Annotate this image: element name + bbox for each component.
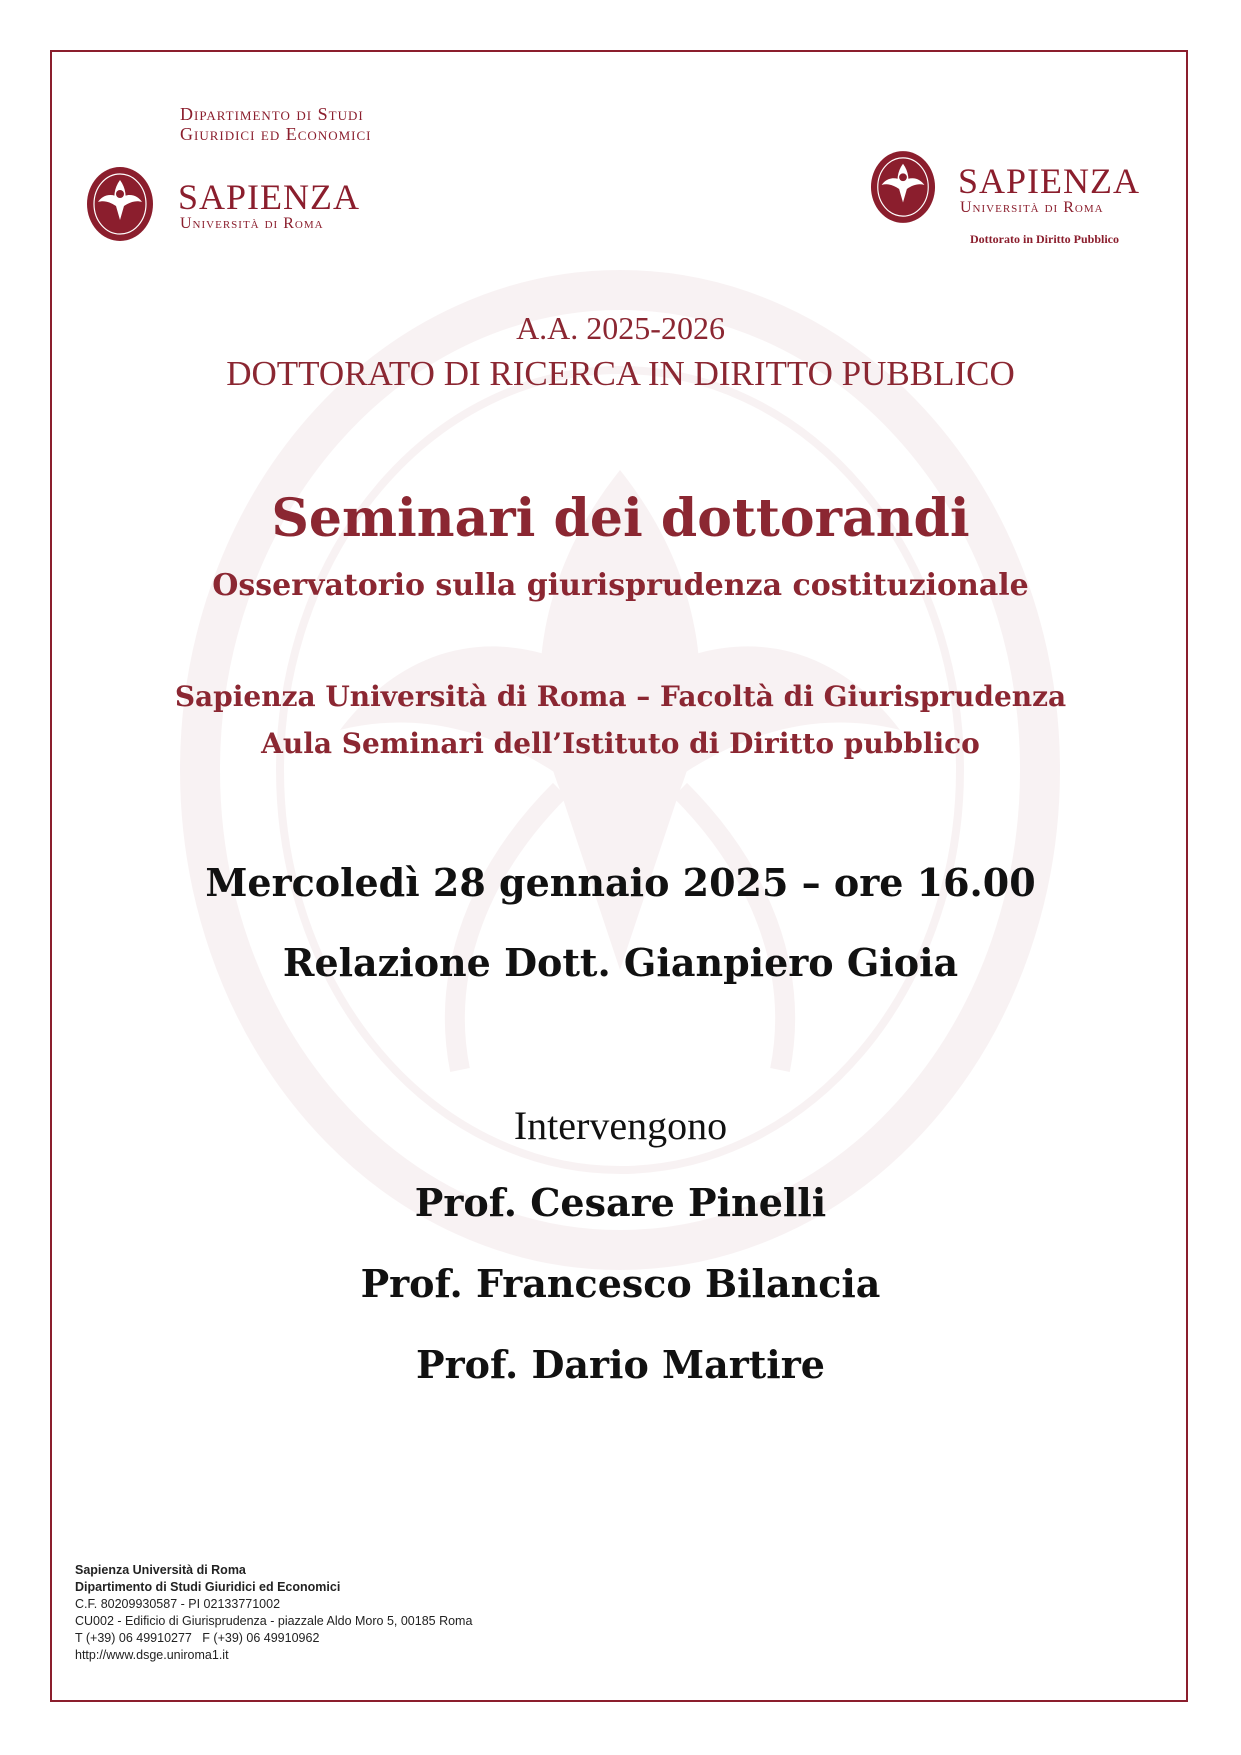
- footer-tax-codes: C.F. 80209930587 - PI 02133771002: [75, 1597, 281, 1611]
- program-label-right: Dottorato in Diritto Pubblico: [970, 232, 1119, 246]
- sapienza-seal-icon-left: [86, 166, 154, 242]
- event-subtitle: Osservatorio sulla giurisprudenza costituzionale: [212, 568, 1029, 603]
- brand-subtitle-right: Università di Roma: [960, 199, 1104, 216]
- brand-subtitle-left: Università di Roma: [180, 215, 324, 232]
- footer-department: Dipartimento di Studi Giuridici ed Economici: [75, 1580, 341, 1594]
- discussant-2: Prof. Francesco Bilancia: [360, 1261, 881, 1306]
- brand-name-left: SAPIENZA: [178, 177, 361, 217]
- discussants-label: Intervengono: [513, 1103, 728, 1148]
- academic-year: A.A. 2025-2026: [516, 310, 725, 346]
- program-title: DOTTORATO DI RICERCA IN DIRITTO PUBBLICO: [226, 354, 1015, 393]
- footer-building: CU002 - Edificio di Giurisprudenza - piazzale Aldo Moro 5, 00185 Roma: [75, 1614, 473, 1628]
- sapienza-seal-icon-right: [870, 149, 936, 225]
- department-line-2: Giuridici ed Economici: [180, 124, 372, 144]
- footer-phone-fax: T (+39) 06 49910277 F (+39) 06 49910962: [75, 1631, 320, 1645]
- department-name: [180, 104, 371, 144]
- event-title: Seminari dei dottorandi: [271, 488, 970, 549]
- location-line-1: Sapienza Università di Roma – Facoltà di Giurisprudenza: [174, 680, 1067, 713]
- speaker: Relazione Dott. Gianpiero Gioia: [282, 940, 959, 985]
- event-datetime: Mercoledì 28 gennaio 2025 – ore 16.00: [205, 860, 1036, 905]
- footer-website-link[interactable]: http://www.dsge.uniroma1.it: [75, 1648, 229, 1662]
- brand-name-right: SAPIENZA: [958, 161, 1141, 201]
- department-line-1: Dipartimento di Studi: [180, 104, 364, 124]
- discussant-1: Prof. Cesare Pinelli: [414, 1180, 827, 1225]
- footer-address: [75, 1562, 472, 1664]
- footer-university: Sapienza Università di Roma: [75, 1563, 246, 1577]
- location-line-2: Aula Seminari dell’Istituto di Diritto pubblico: [261, 727, 980, 760]
- discussant-3: Prof. Dario Martire: [416, 1342, 825, 1387]
